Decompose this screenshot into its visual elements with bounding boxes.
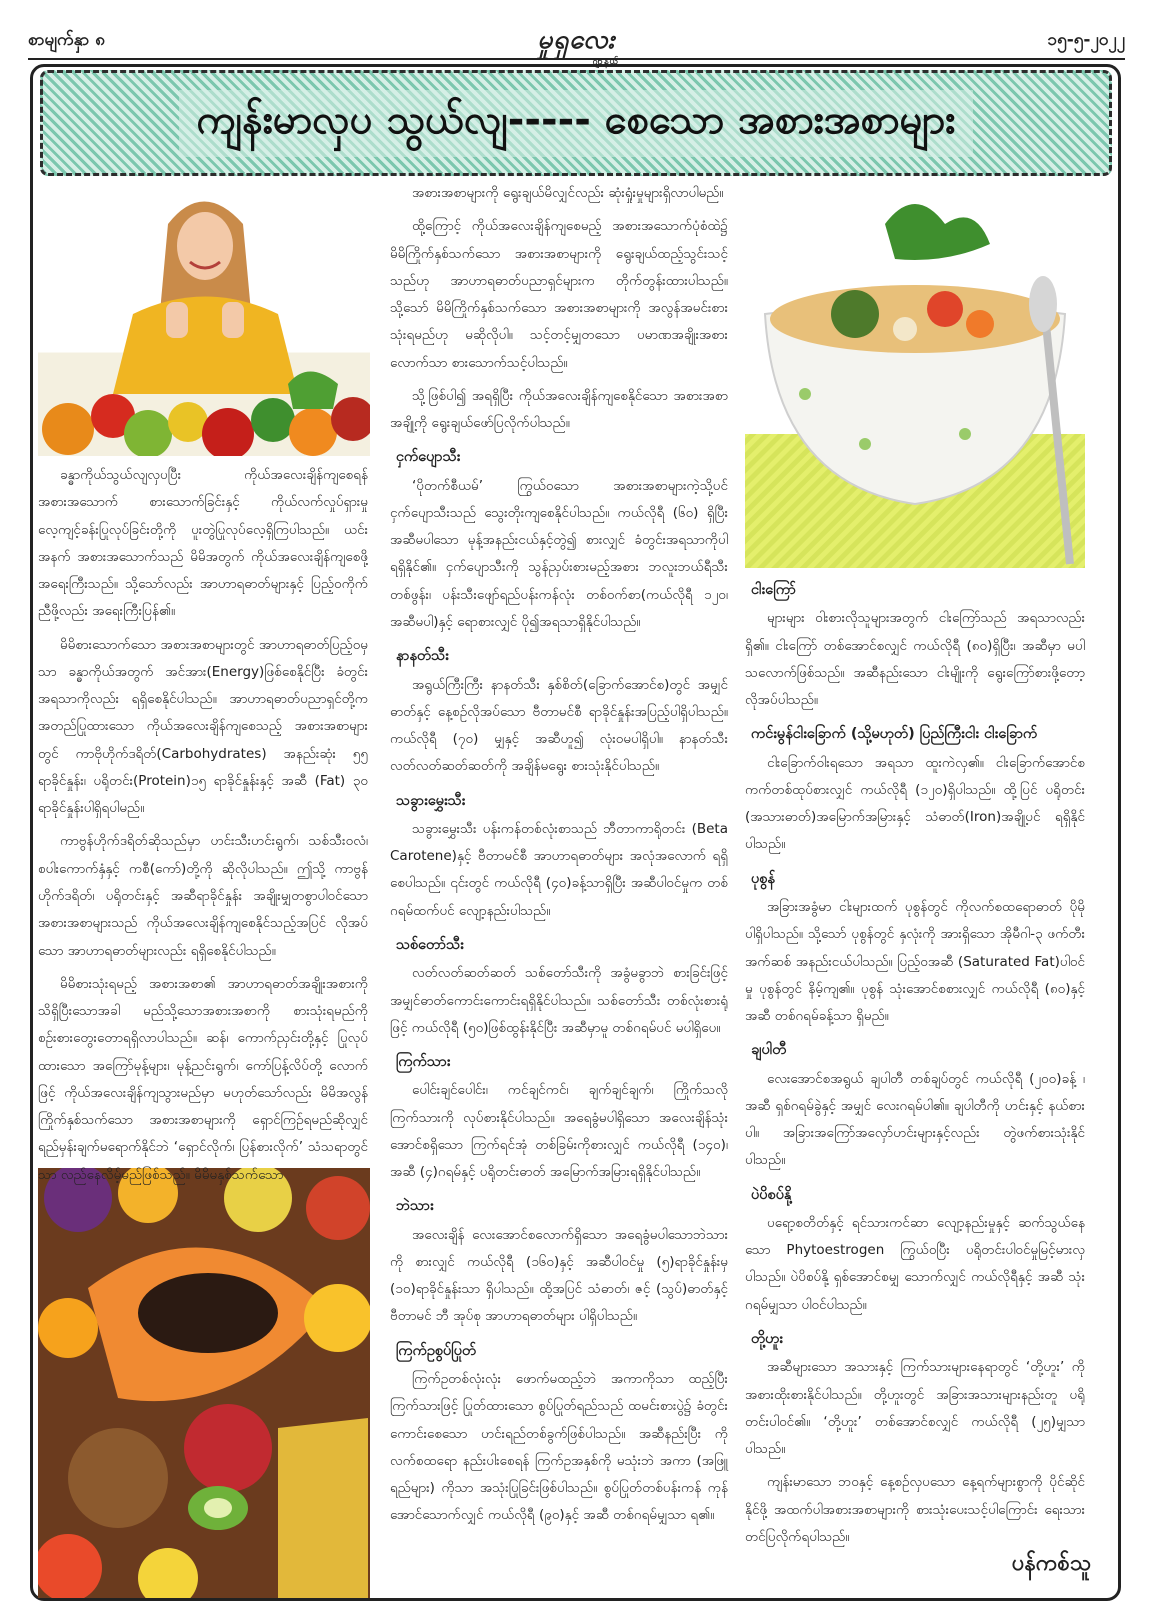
- section-heading: ဘဲသား: [396, 1198, 434, 1215]
- paragraph: သခွားမွှေးသီး ပန်းကန်တစ်လုံးစာသည် ဘီတာကာရိုတင်း (Beta Carotene)နှင့် ဗီတာမင်စီ အာဟာရဓာတ်များ အလုံအလောက် ရရှိစေပါသည်။ ၎င်းတွင် ကယ်လိုရီ (၄၀)ခန့်သာရှိပြီး အဆီပါဝင်မှုက တစ်ဂရမ်ထက်ပင် လျော့နည်းပါသည်။: [390, 820, 728, 919]
- article-title: ကျန်းမာလှပ သွယ်လျ----- စေသော အစားအစာများ: [179, 90, 974, 157]
- paragraph: သို့ဖြစ်ပါ၍ အရရှိပြီး ကိုယ်အလေးချိန်ကျစေနိုင်သော အစားအစာအချို့ကို ရွေးချယ်ဖော်ပြလိုက်ပါသည်။: [390, 387, 728, 432]
- section-heading: ကြက်သား: [396, 1054, 451, 1071]
- issue-date: ၁၅-၅-၂၀၂၂: [1047, 29, 1125, 50]
- page-number: စာမျက်နှာ ၈: [28, 29, 105, 50]
- section-heading: ချပါတီ: [751, 1042, 787, 1059]
- section-heading: သခွားမွှေးသီး: [396, 792, 466, 809]
- soup-illustration: [745, 184, 1085, 568]
- fruits-illustration: [38, 1168, 370, 1598]
- section-heading: ငှက်ပျောသီး: [396, 449, 461, 466]
- soup-bowl-image: [745, 184, 1085, 568]
- page-header: [28, 24, 1125, 67]
- section-heading: ပုစွန်: [751, 870, 775, 887]
- newspaper-logo: [537, 22, 620, 67]
- logo-subtext: ဂျာနယ်: [592, 56, 620, 67]
- woman-thumbs-up-image: [38, 184, 370, 456]
- logo-text: မှုရှလေး: [537, 24, 616, 55]
- paragraph: ပရော့စတိတ်နှင့် ရင်သားကင်ဆာ လျော့နည်းမှုနှင့် ဆက်သွယ်နေသော Phytoestrogen ကြွယ်ဝပြီး ပရိုတင်းပါဝင်မှုမြင့်မားလှပါသည်။ ပဲပိစပ်နို့ ရှစ်အောင်စမျှ သောက်လျှင် ကယ်လိုရီနှင့် အဆီ သုံးဂရမ်မျှသာ ပါဝင်ပါသည်။: [745, 1214, 1085, 1313]
- paragraph: မိမိစားသုံးရမည့် အစားအစာ၏ အာဟာရဓာတ်အချိုးအစားကို သိရှိပြီးသောအခါ မည်သို့သောအစားအစာကို စားသုံးရမည်ကို စဉ်းစားတွေးတောရရှိလာပါသည်။ ဆန်၊ ကောက်ညှင်းတို့နှင့် ပြုလုပ်ထားသော အကြော်မုန့်များ၊ မုန့်ညင်းရွက်၊ ကော်ပြန့်လိပ်တို့ လောက်ဖြင့် ကိုယ်အလေးချိန်ကျသွားမည်မှာ မဟုတ်သော်လည်း မိမိအလွန်ကြိုက်နှစ်သက်သော အစားအစာများကို ရှောင်ကြဉ်ရမည်ဆိုလျှင် ရည်မှန်းချက်မရောက်နိုင်ဘဲ ‘ရှောင်လိုက်၊ ပြန်စားလိုက်’ သံသရာတွင်သာ လည်နေလိမ့်မည်ဖြစ်သည်။ မိမိမနှစ်သက်သော: [38, 975, 368, 1183]
- paragraph: ခန္ဓာကိုယ်သွယ်လျလှပပြီး ကိုယ်အလေးချိန်ကျစေရန် အစားအသောက် စားသောက်ခြင်းနှင့် ကိုယ်လက်လှုပ်ရှားမှု လေ့ကျင့်ခန်းပြုလုပ်ခြင်းတို့ကို ပူးတွဲပြုလုပ်လေ့ရှိကြပါသည်။ ယင်းအနက် အစားအသောက်သည် မိမိအတွက် ကိုယ်အလေးချိန်ကျစေဖို့ အရေးကြီးသည်။ သို့သော်လည်း အာဟာရဓာတ်များနှင့် ပြည့်ဝကိုက်ညီဖို့လည်း အရေးကြီးပြန်၏။: [38, 467, 368, 620]
- paragraph: ထို့ကြောင့် ကိုယ်အလေးချိန်ကျစေမည့် အစားအသောက်ပုံစံထဲ၌ မိမိကြိုက်နှစ်သက်သော အစားအစာများကို ရွေးချယ်ထည့်သွင်းသင့်သည်ဟု အာဟာရဓာတ်ပညာရှင်များက တိုက်တွန်းထားပါသည်။ သို့သော် မိမိကြိုက်နှစ်သက်သော အစားအစာများကို အလွန်အမင်းစားသုံးရမည်ဟု မဆိုလိုပါ။ သင့်တင့်မျှတသော ပမာဏအချိုးအစားလောက်သာ စားသောက်သင့်ပါသည်။: [390, 218, 728, 371]
- fruits-image: [38, 1168, 370, 1598]
- paragraph: ကာဗွန်ဟိုက်ဒရိတ်ဆိုသည်မှာ ဟင်းသီးဟင်းရွက်၊ သစ်သီးဝလံ၊ စပါးကောက်နှံနှင့် ကစီ(ကော်)တို့ကို ဆိုလိုပါသည်။ ဤသို့ ကာဗွန်ဟိုက်ဒရိတ်၊ ပရိုတင်းနှင့် အဆီရာခိုင်နှုန်း အချိုးမျှတစွာပါဝင်သော အစားအစာများသည် ကိုယ်အလေးချိန်ကျစေနိုင်သည့်အပြင် လိုအပ်သော အာဟာရဓာတ်များလည်း ရရှိစေနိုင်ပါသည်။: [38, 833, 368, 959]
- paragraph: အဆီများသော အသားနှင့် ကြက်သားများနေရာတွင် ‘တို့ဟူး’ ကို အစားထိုးစားနိုင်ပါသည်။ တို့ဟူးတွင် အခြားအသားများနည်းတူ ပရိုတင်းပါဝင်၏။ ‘တို့ဟူး’ တစ်အောင်စလျှင် ကယ်လိုရီ (၂၅)မျှသာ ပါသည်။: [745, 1359, 1085, 1458]
- paragraph: ‘ပိုတက်စီယမ်’ ကြွယ်ဝသော အစားအစာများကဲ့သို့ပင် ငှက်ပျောသီးသည် သွေးတိုးကျစေနိုင်ပါသည်။ ကယ်လိုရီ (၆၀) ရှိပြီး အဆီမပါသော မုန့်အနည်းငယ်နှင့်တွဲ၍ စားလျှင် ခံတွင်းအရသာကိုပါ ရရှိနိုင်၏။ ငှက်ပျောသီးကို သွန်ညှပ်းစားမည့်အစား ဘလူးဘယ်ရီသီး တစ်ဖွန်း၊ ပန်းသီးဖျော်ရည်ပန်းကန်လုံး တစ်ဝက်စာ(ကယ်လိုရီ ၁၂၀၊ အဆီမပါ)နှင့် ရောစားလျှင် ပို၍အရသာရှိနိုင်ပါသည်။: [390, 477, 728, 630]
- section-heading: ကြက်ဥစွပ်ပြုတ်: [396, 1342, 477, 1359]
- paragraph: လတ်လတ်ဆတ်ဆတ် သစ်တော်သီးကို အခွံမခွာဘဲ စားခြင်းဖြင့် အမျှင်ဓာတ်ကောင်းကောင်းရရှိနိုင်ပါသည်။ သစ်တော်သီး တစ်လုံးစားရုံဖြင့် ကယ်လိုရီ (၅၀)ဖြစ်ထွန်းနိုင်ပြီး အဆီမှာမူ တစ်ဂရမ်ပင် မပါရှိပေ။: [390, 965, 728, 1036]
- section-heading: သစ်တော်သီး: [396, 936, 464, 953]
- section-heading: ငါးကြော်: [751, 582, 796, 598]
- column-3: [745, 572, 1085, 1557]
- section-heading: တို့ဟူး: [751, 1330, 783, 1347]
- paragraph: အလေးချိန် လေးအောင်စလောက်ရှိသော အရေခွံမပါသောဘဲသားကို စားလျှင် ကယ်လိုရီ (၁၆၀)နှင့် အဆီပါဝင်မှု (၅)ရာခိုင်နှုန်းမှ (၁၀)ရာခိုင်နှုန်းသာ ရှိပါသည်။ ထို့အပြင် သံဓာတ်၊ ဇင့် (သွပ်)ဓာတ်နှင့် ဗီတာမင် ဘီ အုပ်စု အာဟာရဓာတ်များ ပါရှိပါသည်။: [390, 1226, 728, 1325]
- paragraph: ငါးခြောက်ဝါးရသော အရသာ ထူးကဲလှ၏။ ငါးခြောက်အောင်စကက်တစ်ထုပ်စားလျှင် ကယ်လိုရီ (၁၂၀)ရှိပါသည်။ ထို့ပြင် ပရိုတင်း (အသားဓာတ်)အမြောက်အမြားနှင့် သံဓာတ်(Iron)အချို့ပင် ရရှိနိုင်ပါသည်။: [745, 754, 1085, 853]
- section-heading: ပဲပိစပ်နို့: [751, 1186, 792, 1203]
- paragraph: ကျန်းမာသော ဘဝနှင့် နေ့စဉ်လှပသော နေ့ရက်များစွာကို ပိုင်ဆိုင်နိုင်ဖို့ အထက်ပါအစားအစာများကို စားသုံးပေးသင့်ပါကြောင်း ရေးသားတင်ပြလိုက်ရပါသည်။: [745, 1474, 1085, 1545]
- woman-illustration: [38, 184, 370, 456]
- paragraph: အရွယ်ကြီးကြီး နာနတ်သီး နှစ်စိတ်(ခြောက်အောင်စ)တွင် အမျှင်ဓာတ်နှင့် နေ့စဉ်လိုအပ်သော ဗီတာမင်စီ ရာခိုင်နှုန်းအပြည့်ပါရှိပါသည်။ ကယ်လိုရီ (၇၀) မျှနှင့် အဆီဟူ၍ လုံးဝမပါရှိပါ။ နာနတ်သီးလတ်လတ်ဆတ်ဆတ်ကို အချိန်မရွေး စားသုံးနိုင်ပါသည်။: [390, 676, 728, 775]
- paragraph: များများ ဝါးစားလိုသူများအတွက် ငါးကြော်သည် အရသာလည်းရှိ၏။ ငါးကြော် တစ်အောင်စလျှင် ကယ်လိုရီ (၈၀)ရှိပြီး၊ အဆီမှာ မပါသလောက်ဖြစ်သည်။ အဆီနည်းသော ငါးမျိုးကို ရွေးကြော်စားဖို့တော့ လိုအပ်ပါသည်။: [745, 610, 1085, 709]
- paragraph: အခြားအခွံမာ ငါးများထက် ပုစွန်တွင် ကိုလက်စထရောဓာတ် ပိုမိုပါရှိပါသည်။ သို့သော် ပုစွန်တွင် နှလုံးကို အားရှိသော အိုမီဂါ-၃ ဖက်တီးအက်ဆစ် အနည်းငယ်ပါသည်။ ပြည့်ဝအဆီ (Saturated Fat)ပါဝင်မှု ပုစွန်တွင် နိမ့်ကျ၏။ ပုစွန် သုံးအောင်စစားလျှင် ကယ်လိုရီ (၈၀)နှင့် အဆီ တစ်ဂရမ်ခန့်သာ ရှိမည်။: [745, 898, 1085, 1025]
- paragraph: မိမိစားသောက်သော အစားအစာများတွင် အာဟာရဓာတ်ပြည့်ဝမှသာ ခန္ဓာကိုယ်အတွက် အင်အား(Energy)ဖြစ်စေနိုင်ပြီး ခံတွင်းအရသာကိုလည်း ရရှိစေနိုင်ပါသည်။ အာဟာရဓာတ်ပညာရှင်တို့က အတည်ပြုထားသော ကိုယ်အလေးချိန်ကျစေသည့် အစားအစာများတွင် ကာဗိုဟိုက်ဒရိတ်(Carbohydrates) အနည်းဆုံး ၅၅ ရာခိုင်နှုန်း၊ ပရိုတင်း(Protein)၁၅ ရာခိုင်နှုန်းနှင့် အဆီ (Fat) ၃၀ ရာခိုင်နှုန်းပါရှိရပါမည်။: [38, 636, 368, 817]
- column-1: [38, 462, 368, 1195]
- section-heading: ကင်းမွန်ငါးခြောက် (သို့မဟုတ်) ပြည်ကြီးငါး ငါးခြောက်: [751, 726, 1038, 743]
- paragraph: ပေါင်းချင်ပေါင်း၊ ကင်ချင်ကင်၊ ချက်ချင်ချက်၊ ကြိုက်သလို ကြက်သားကို လုပ်စားနိုင်ပါသည်။ အရေခွံမပါရှိသော အလေးချိန်သုံးအောင်စရှိသော ကြက်ရင်အုံ တစ်ခြမ်းကိုစားလျှင် ကယ်လိုရီ (၁၄၀)၊ အဆီ (၄)ဂရမ်နှင့် ပရိုတင်းဓာတ် အမြောက်အမြားရရှိနိုင်ပါသည်။: [390, 1082, 728, 1181]
- paragraph: ကြက်ဥတစ်လုံးလုံး ဖောက်မထည့်ဘဲ အကာကိုသာ ထည့်ပြီး ကြက်သားဖြင့် ပြုတ်ထားသော စွပ်ပြုတ်ရည်သည် ထမင်းစားပွဲ၌ ခံတွင်းကောင်းစေသော ဟင်းရည်တစ်ခွက်ဖြစ်ပါသည်။ အဆီနည်းပြီး ကိုလက်စထရော နည်းပါးစေရန် ကြက်ဥအနှစ်ကို မသုံးဘဲ အကာ (အဖြူရည်များ) ကိုသာ အသုံးပြုခြင်းဖြစ်ပါသည်။ စွပ်ပြုတ်တစ်ပန်းကန် ကုန်အောင်သောက်လျှင် ကယ်လိုရီ (၉၀)နှင့် အဆီ တစ်ဂရမ်မျှသာ ရ၏။: [390, 1371, 728, 1524]
- paragraph: အစားအစာများကို ရွေးချယ်မိလျှင်လည်း ဆုံးရှုံးမှုများရှိလာပါမည်။: [412, 185, 724, 201]
- title-banner: [40, 70, 1112, 176]
- section-heading: နာနတ်သီး: [396, 648, 449, 665]
- column-2: [390, 180, 728, 1536]
- paragraph: လေးအောင်စအရွယ် ချပါတီ တစ်ချပ်တွင် ကယ်လိုရီ (၂၀၀)ခန့် ၊ အဆီ ရှစ်ဂရမ်ခွဲနှင့် အမျှင် လေးဂရမ်ပါ၏။ ချပါတီကို ဟင်းနှင့် နယ်စားပါ။ အခြားအကြော်အလှော်ဟင်းများနှင့်လည်း တွဲဖက်စားသုံးနိုင်ပါသည်။: [745, 1070, 1085, 1169]
- author-signature: ပန်ကစ်သူ: [1011, 1551, 1091, 1576]
